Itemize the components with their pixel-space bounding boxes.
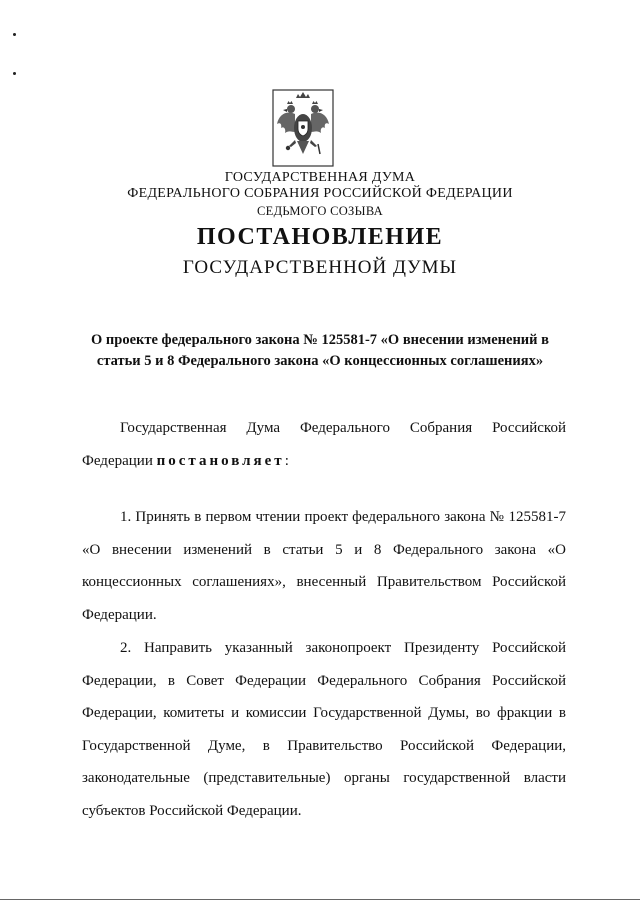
subject-line-2: статьи 5 и 8 Федерального закона «О концессионных соглашениях»: [96, 353, 544, 369]
intro-colon: :: [284, 452, 289, 469]
org-name-line-1: ГОСУДАРСТВЕННАЯ ДУМА: [224, 170, 416, 185]
document-subtitle: ГОСУДАРСТВЕННОЙ ДУМЫ: [182, 257, 458, 278]
scan-mark: [13, 72, 16, 75]
subject-line-1: О проекте федерального закона № 125581-7 «О внесении изменений в: [91, 332, 549, 348]
resolves-word: постановляет: [156, 452, 285, 469]
scan-mark: [13, 33, 16, 36]
paragraph-2: 2. Направить указанный законопроект Президенту Российской Федерации, в Совет Федерации Федерального Собрания Российской Федерации, комитеты и комиссии Государственной Думы, во фракции в Государственной Думе, в Правительство Российской Федерации, законодательные (представительные) органы государственной власти субъектов Российской Федерации.: [82, 640, 566, 819]
document-title: ПОСТАНОВЛЕНИЕ: [196, 224, 444, 250]
paragraph-1: 1. Принять в первом чтении проект федерального закона № 125581-7 «О внесении изменений в статьи 5 и 8 Федерального закона «О концессионных соглашениях», внесенный Правительством Российской Федерации.: [82, 509, 566, 623]
intro-text: Государственная Дума Федерального Собрания Российской Федерации: [82, 420, 566, 469]
intro-paragraph: [82, 412, 566, 477]
coat-of-arms-icon: [269, 88, 337, 168]
page-bottom-edge: [0, 899, 640, 900]
convocation-line: СЕДЬМОГО СОЗЫВА: [257, 204, 383, 218]
org-name-line-2: ФЕДЕРАЛЬНОГО СОБРАНИЯ РОССИЙСКОЙ ФЕДЕРАЦИИ: [127, 186, 513, 201]
document-subject: [0, 330, 640, 372]
